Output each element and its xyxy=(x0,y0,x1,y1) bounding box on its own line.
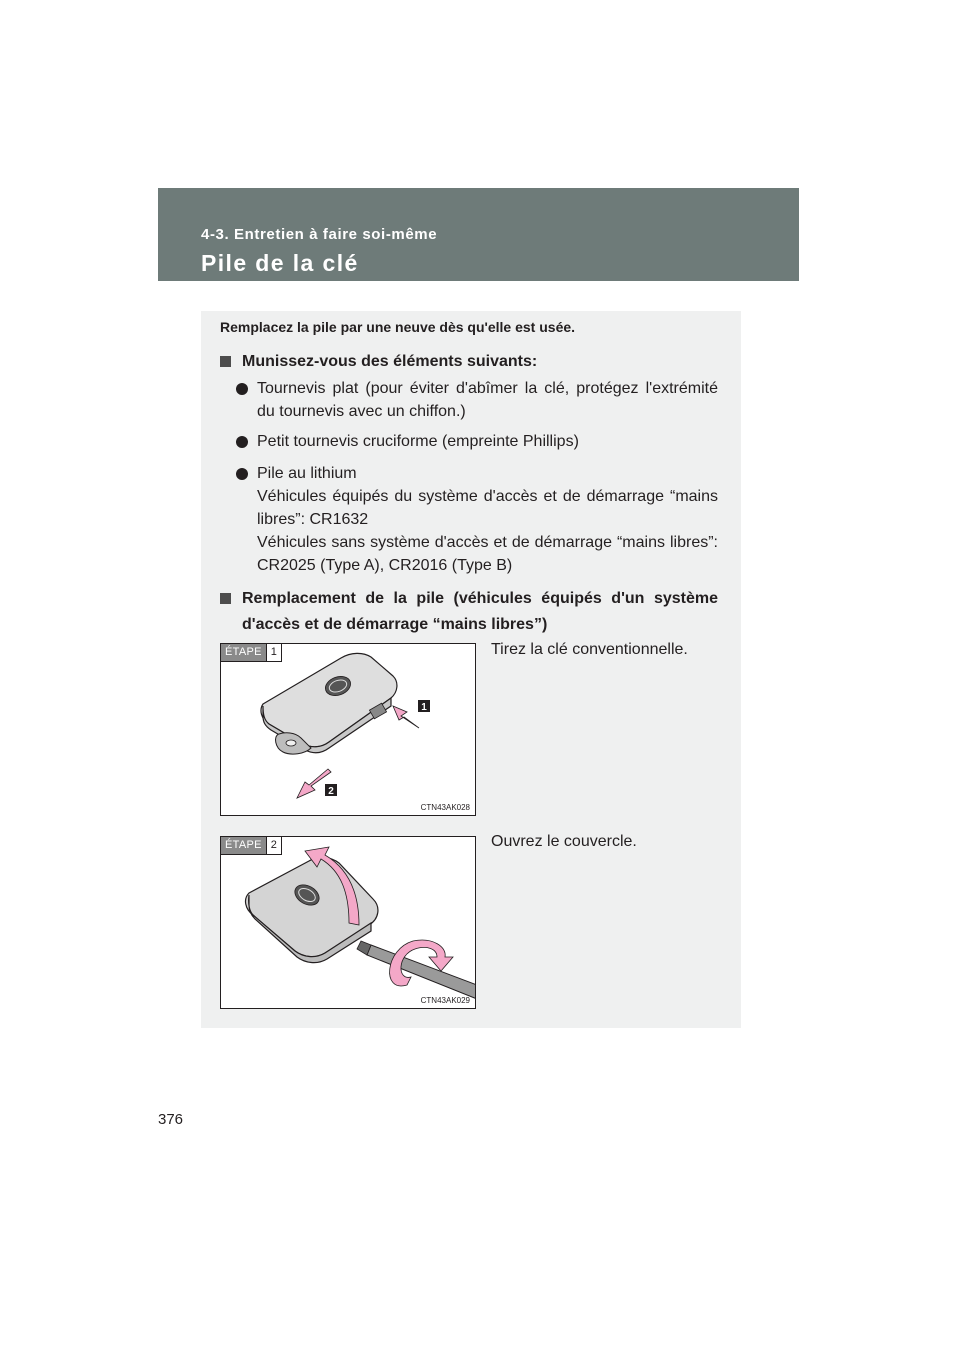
replace-heading xyxy=(220,586,718,638)
step-2-badge xyxy=(221,837,282,855)
step-1-text: Tirez la clé conventionnelle. xyxy=(491,641,688,658)
callout-1: 1 xyxy=(421,702,427,713)
square-bullet-icon xyxy=(220,593,231,604)
replace-heading-text: Remplacement de la pile (véhicules équipés d'un système d'accès et de démarrage “mains libres”) xyxy=(242,590,718,633)
key-pull-illustration xyxy=(221,644,476,816)
step-label: ÉTAPE xyxy=(221,644,266,661)
figure-code: CTN43AK028 xyxy=(420,803,470,812)
header-band xyxy=(158,188,799,281)
callout-2: 2 xyxy=(328,786,334,797)
page-number: 376 xyxy=(158,1111,184,1128)
cover-open-illustration xyxy=(221,837,476,1009)
section-label: 4-3. Entretien à faire soi-même xyxy=(201,226,438,243)
list-item-text: Pile au lithium xyxy=(257,465,357,482)
items-heading xyxy=(220,349,718,375)
list-item xyxy=(236,430,718,453)
intro-text: Remplacez la pile par une neuve dès qu'elle est usée. xyxy=(220,319,576,335)
list-item xyxy=(236,377,718,423)
page-title: Pile de la clé xyxy=(201,250,359,276)
list-item xyxy=(236,462,718,577)
list-item-text: Tournevis plat (pour éviter d'abîmer la clé, protégez l'extrémité du tournevis avec un chiffon.) xyxy=(257,380,718,420)
step-1-badge xyxy=(221,644,282,662)
list-item-subtext: Véhicules sans système d'accès et de démarrage “mains libres”: CR2025 (Type A), CR2016 (Type B) xyxy=(257,534,718,574)
bullet-icon xyxy=(236,468,248,480)
step-2-text: Ouvrez le couvercle. xyxy=(491,833,637,850)
list-item-subtext: Véhicules équipés du système d'accès et de démarrage “mains libres”: CR1632 xyxy=(257,488,718,528)
list-item-text: Petit tournevis cruciforme (empreinte Phillips) xyxy=(257,433,579,450)
items-heading-text: Munissez-vous des éléments suivants: xyxy=(242,353,538,370)
step-label: ÉTAPE xyxy=(221,837,266,854)
step-number: 1 xyxy=(266,644,281,661)
step-1-figure xyxy=(220,643,476,816)
figure-code: CTN43AK029 xyxy=(420,996,470,1005)
bullet-icon xyxy=(236,436,248,448)
square-bullet-icon xyxy=(220,356,231,367)
step-number: 2 xyxy=(266,837,281,854)
bullet-icon xyxy=(236,383,248,395)
step-2-figure xyxy=(220,836,476,1009)
